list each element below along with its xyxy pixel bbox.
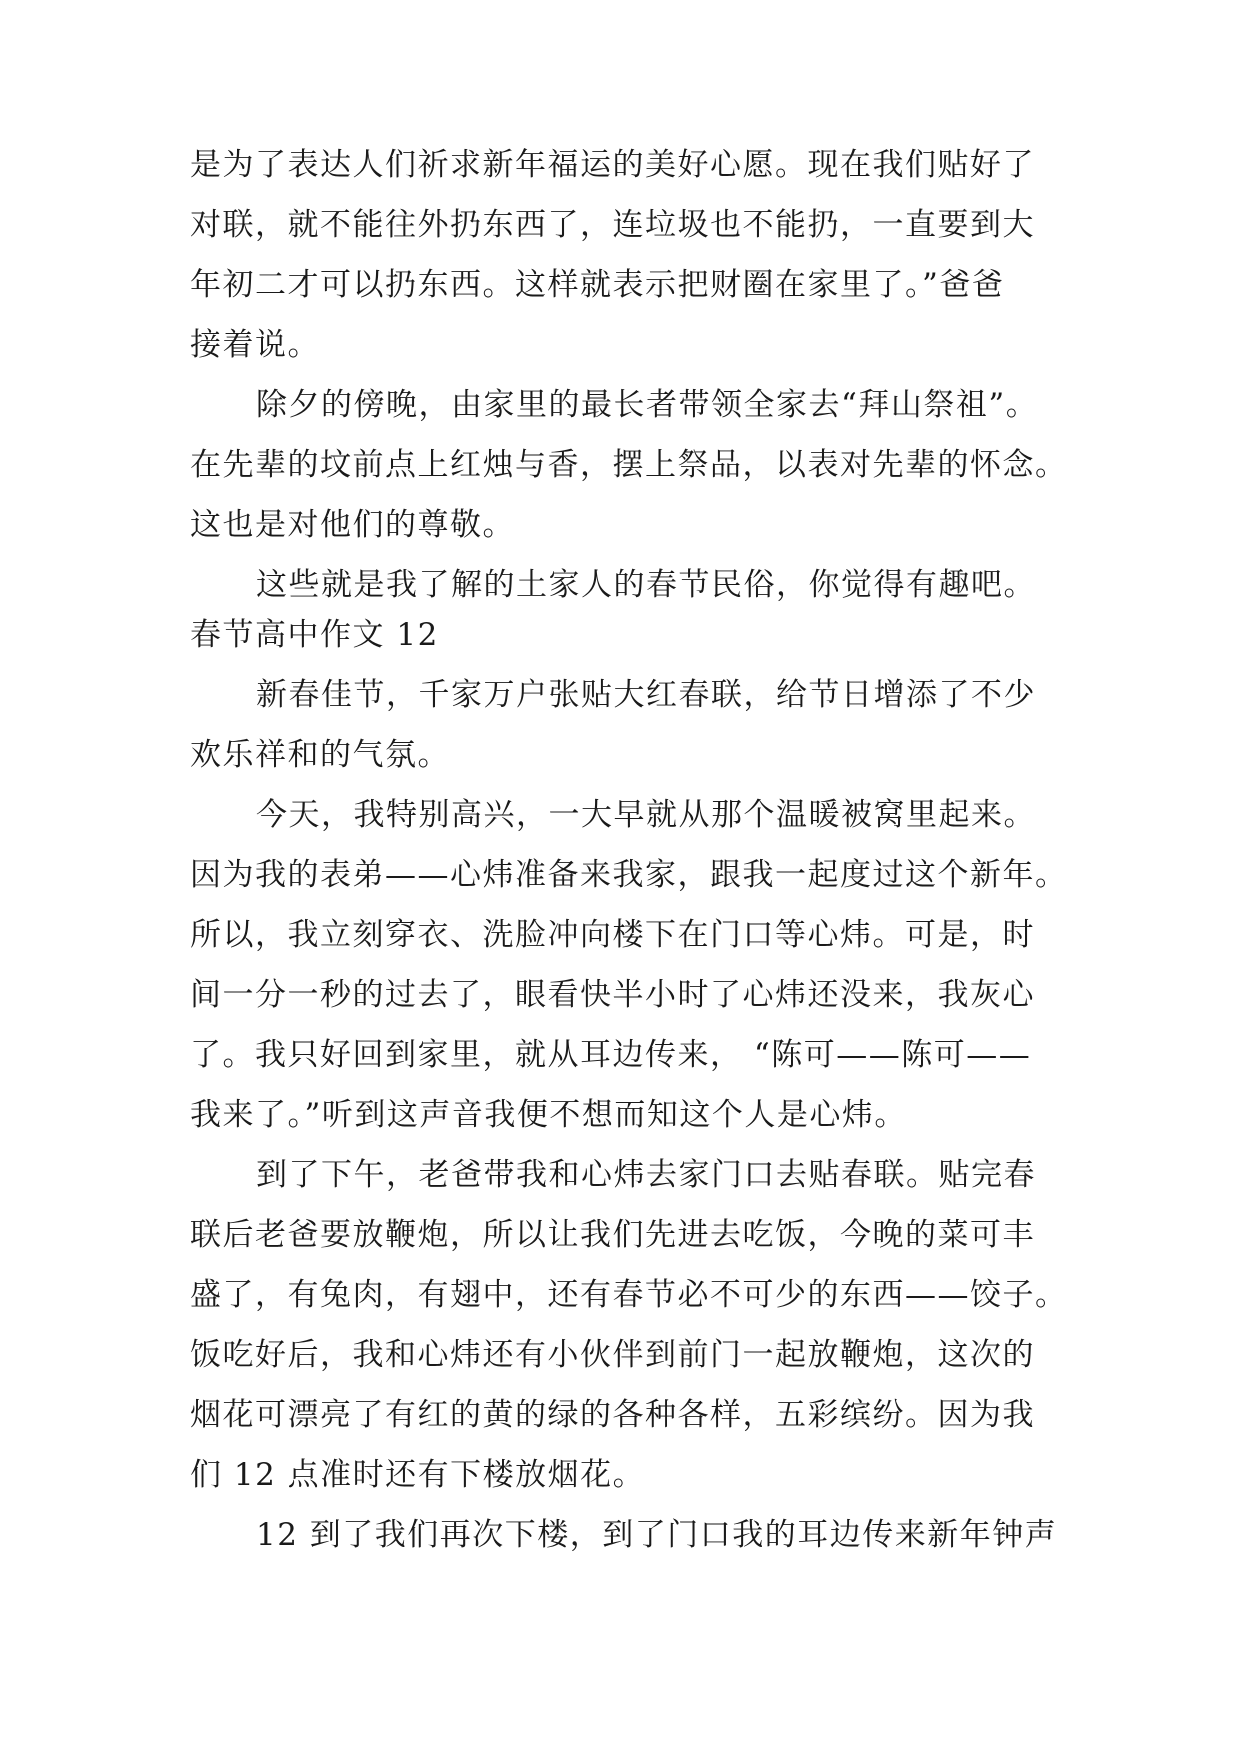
text-line: 联后老爸要放鞭炮，所以让我们先进去吃饭，今晚的菜可丰 [190, 1217, 1035, 1253]
paragraph-first-line: 今天，我特别高兴，一大早就从那个温暖被窝里起来。 [256, 797, 1036, 833]
text-line: 接着说。 [190, 327, 320, 363]
text-line: 们 12 点准时还有下楼放烟花。 [190, 1457, 646, 1493]
paragraph-first-line: 新春佳节，千家万户张贴大红春联，给节日增添了不少 [256, 677, 1036, 713]
text-line: 所以，我立刻穿衣、洗脸冲向楼下在门口等心炜。可是，时 [190, 917, 1035, 953]
paragraph-first-line: 12 到了我们再次下楼，到了门口我的耳边传来新年钟声 [256, 1517, 1058, 1553]
text-line: 年初二才可以扔东西。这样就表示把财圈在家里了。”爸爸 [190, 267, 1005, 303]
text-line: 在先辈的坟前点上红烛与香，摆上祭品，以表对先辈的怀念。 [190, 447, 1068, 483]
text-line: 了。我只好回到家里，就从耳边传来， “陈可——陈可—— [190, 1037, 1032, 1073]
text-line: 欢乐祥和的气氛。 [190, 737, 450, 773]
text-line: 我来了。”听到这声音我便不想而知这个人是心炜。 [190, 1097, 907, 1133]
text-line: 因为我的表弟——心炜准备来我家，跟我一起度过这个新年。 [190, 857, 1068, 893]
text-line: 是为了表达人们祈求新年福运的美好心愿。现在我们贴好了 [190, 147, 1035, 183]
text-line: 盛了，有兔肉，有翅中，还有春节必不可少的东西——饺子。 [190, 1277, 1068, 1313]
text-line: 间一分一秒的过去了，眼看快半小时了心炜还没来，我灰心 [190, 977, 1035, 1013]
text-line: 这也是对他们的尊敬。 [190, 507, 515, 543]
section-heading: 春节高中作文 12 [190, 617, 439, 653]
text-line: 饭吃好后，我和心炜还有小伙伴到前门一起放鞭炮，这次的 [190, 1337, 1035, 1373]
text-line: 烟花可漂亮了有红的黄的绿的各种各样，五彩缤纷。因为我 [190, 1397, 1035, 1433]
paragraph-first-line: 除夕的傍晚，由家里的最长者带领全家去“拜山祭祖”。 [256, 387, 1039, 423]
text-line: 对联，就不能往外扔东西了，连垃圾也不能扔，一直要到大 [190, 207, 1035, 243]
paragraph-first-line: 这些就是我了解的土家人的春节民俗，你觉得有趣吧。 [256, 567, 1036, 603]
paragraph-first-line: 到了下午，老爸带我和心炜去家门口去贴春联。贴完春 [256, 1157, 1036, 1193]
